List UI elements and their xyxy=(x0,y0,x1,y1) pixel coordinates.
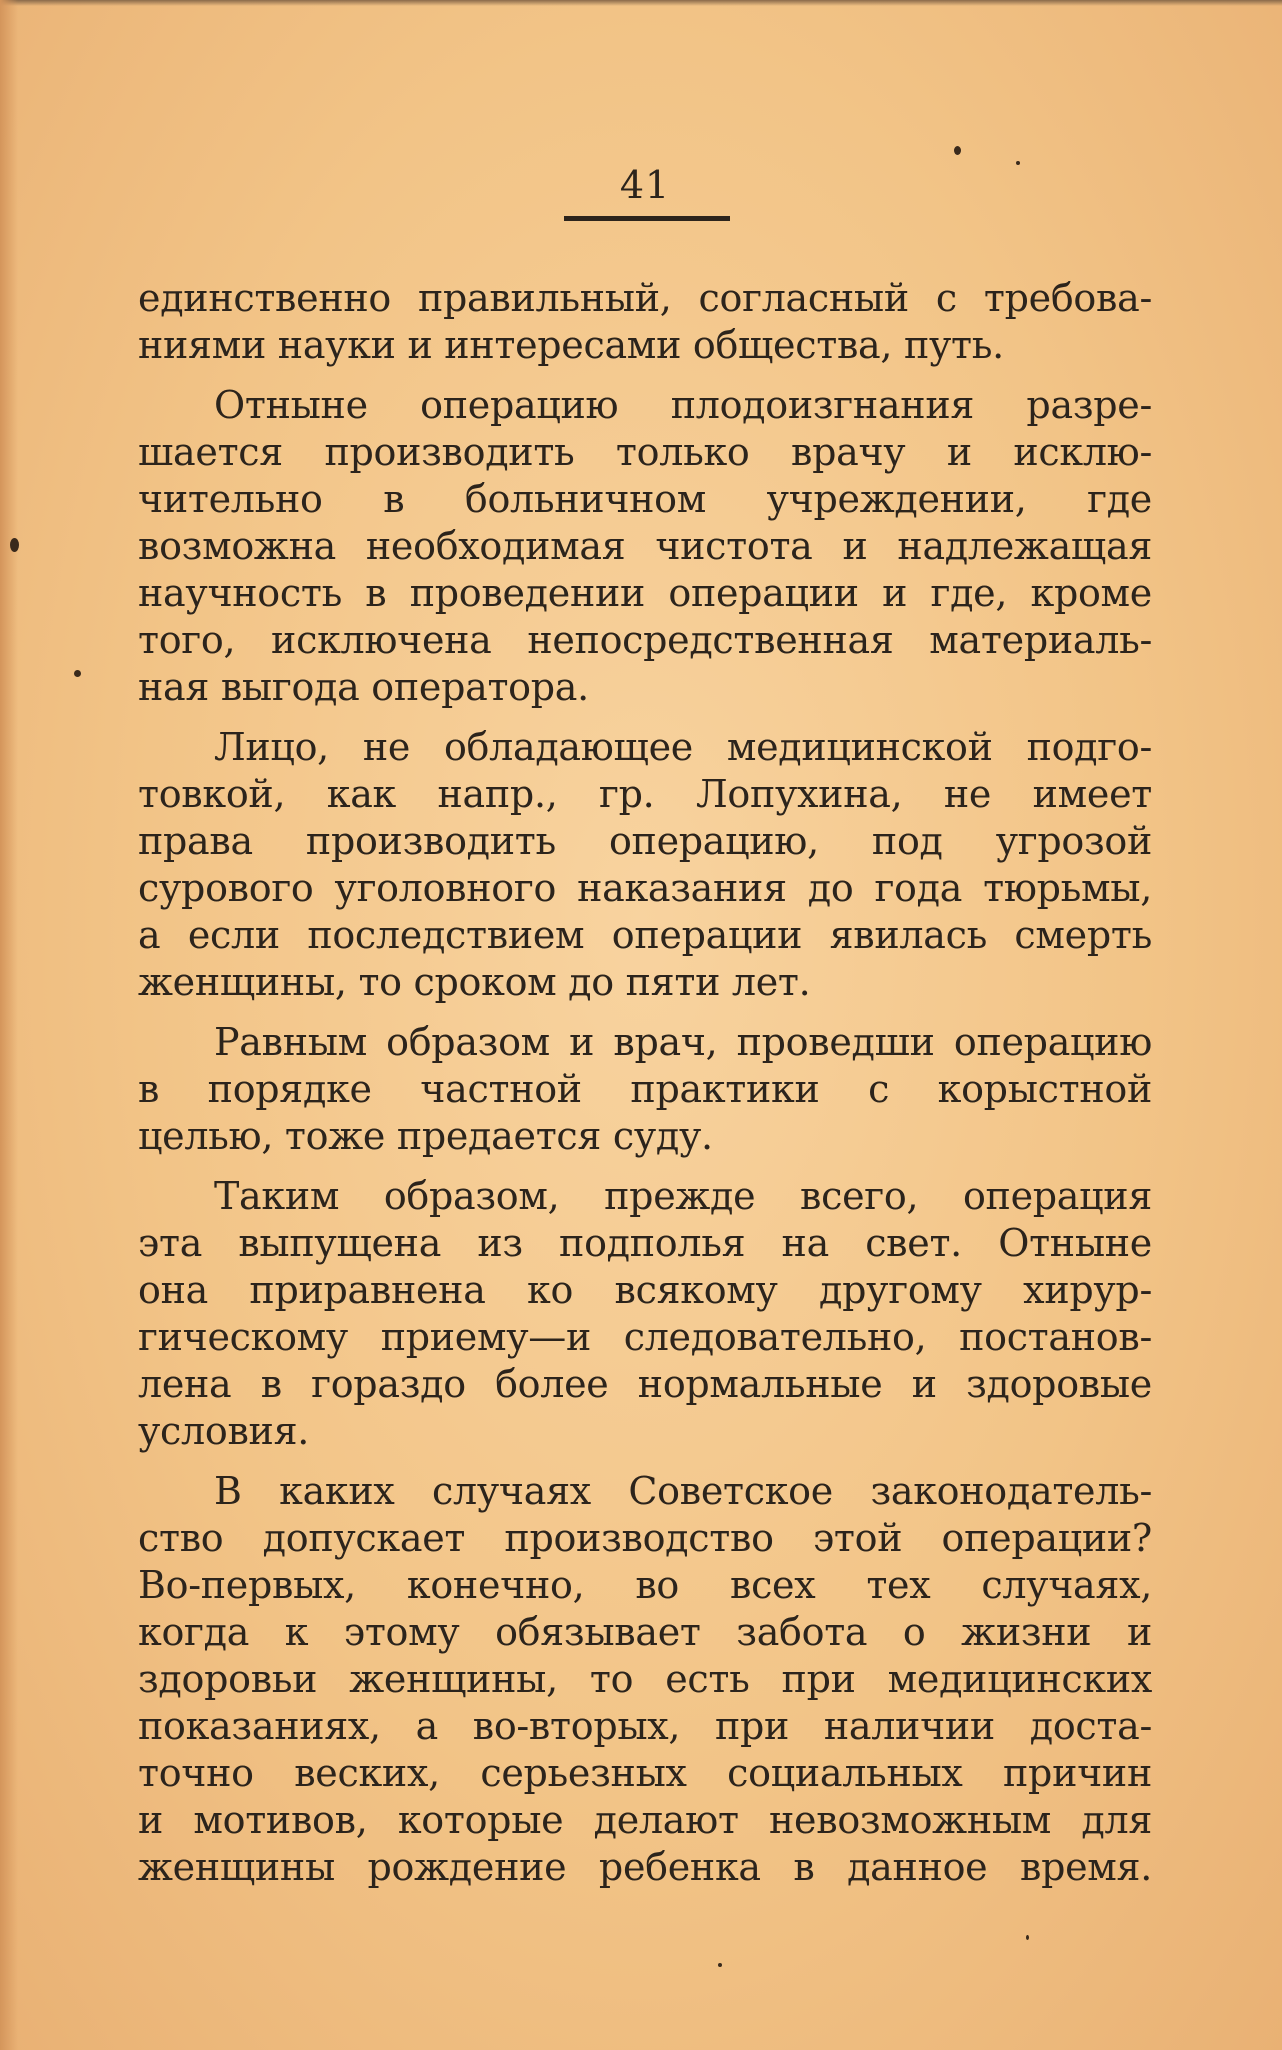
text-line: научность в проведении операции и где, кроме xyxy=(138,571,1152,615)
text-line: права производить операцию, под угрозой xyxy=(138,819,1152,863)
text-line: ство допускает производство этой операции? xyxy=(138,1516,1152,1560)
text-line: Во-первых, конечно, во всех тех случаях, xyxy=(138,1563,1152,1607)
text-line: Равным образом и врач, проведши операцию xyxy=(214,1020,1152,1064)
text-line: товкой, как напр., гр. Лопухина, не имеет xyxy=(138,772,1152,816)
text-line: чительно в больничном учреждении, где xyxy=(138,477,1152,521)
text-line: она приравнена ко всякому другому хирур- xyxy=(138,1268,1152,1312)
text-line: ниями науки и интересами общества, путь. xyxy=(138,323,1004,367)
text-line: ная выгода оператора. xyxy=(138,665,589,709)
text-line: Таким образом, прежде всего, операция xyxy=(214,1174,1152,1218)
text-line: в порядке частной практики с корыстной xyxy=(138,1067,1152,1111)
text-line: сурового уголовного наказания до года тюрьмы, xyxy=(138,866,1152,910)
text-line: женщины, то сроком до пяти лет. xyxy=(138,960,811,1004)
text-line: Отныне операцию плодоизгнания разре- xyxy=(214,383,1152,427)
page-left-edge xyxy=(0,0,18,2050)
paper-speck xyxy=(1016,161,1020,165)
paragraph-3 xyxy=(138,724,1152,1006)
paragraph-5 xyxy=(138,1173,1152,1455)
paragraph-2 xyxy=(138,382,1152,711)
text-line: шается производить только врачу и исклю- xyxy=(138,430,1152,474)
page-number-rule xyxy=(564,216,730,221)
text-line: и мотивов, которые делают невозможным для xyxy=(138,1798,1152,1842)
text-line: возможна необходимая чистота и надлежащая xyxy=(138,524,1152,568)
text-line: показаниях, а во-вторых, при наличии доста- xyxy=(138,1704,1152,1748)
text-line: того, исключена непосредственная материаль- xyxy=(138,618,1152,662)
text-line: эта выпущена из подполья на свет. Отныне xyxy=(138,1221,1152,1265)
paper-speck xyxy=(10,538,19,552)
text-line: когда к этому обязывает забота о жизни и xyxy=(138,1610,1152,1654)
paper-speck xyxy=(718,1963,722,1967)
text-line: условия. xyxy=(138,1409,310,1453)
page-number: 41 xyxy=(619,163,671,207)
text-line: В каких случаях Советское законодатель- xyxy=(214,1469,1152,1513)
text-line: Лицо, не обладающее медицинской подго- xyxy=(214,725,1152,769)
text-line: единственно правильный, согласный с требова- xyxy=(138,276,1152,320)
paragraph-1 xyxy=(138,275,1152,369)
paper-speck xyxy=(74,670,81,677)
text-line: целью, тоже предается суду. xyxy=(138,1114,713,1158)
text-line: гическому приему—и следовательно, постанов- xyxy=(138,1315,1152,1359)
text-line: лена в гораздо более нормальные и здоровые xyxy=(138,1362,1152,1406)
paragraph-6 xyxy=(138,1468,1152,1891)
paper-speck xyxy=(1026,1935,1029,1940)
text-line: а если последствием операции явилась смерть xyxy=(138,913,1152,957)
page-top-edge xyxy=(0,0,1282,6)
text-line: точно веских, серьезных социальных причин xyxy=(138,1751,1152,1795)
paper-speck xyxy=(954,146,961,155)
body-text xyxy=(138,275,1152,1904)
paragraph-4 xyxy=(138,1019,1152,1160)
text-line: женщины рождение ребенка в данное время. xyxy=(138,1845,1152,1889)
text-line: здоровьи женщины, то есть при медицинских xyxy=(138,1657,1152,1701)
